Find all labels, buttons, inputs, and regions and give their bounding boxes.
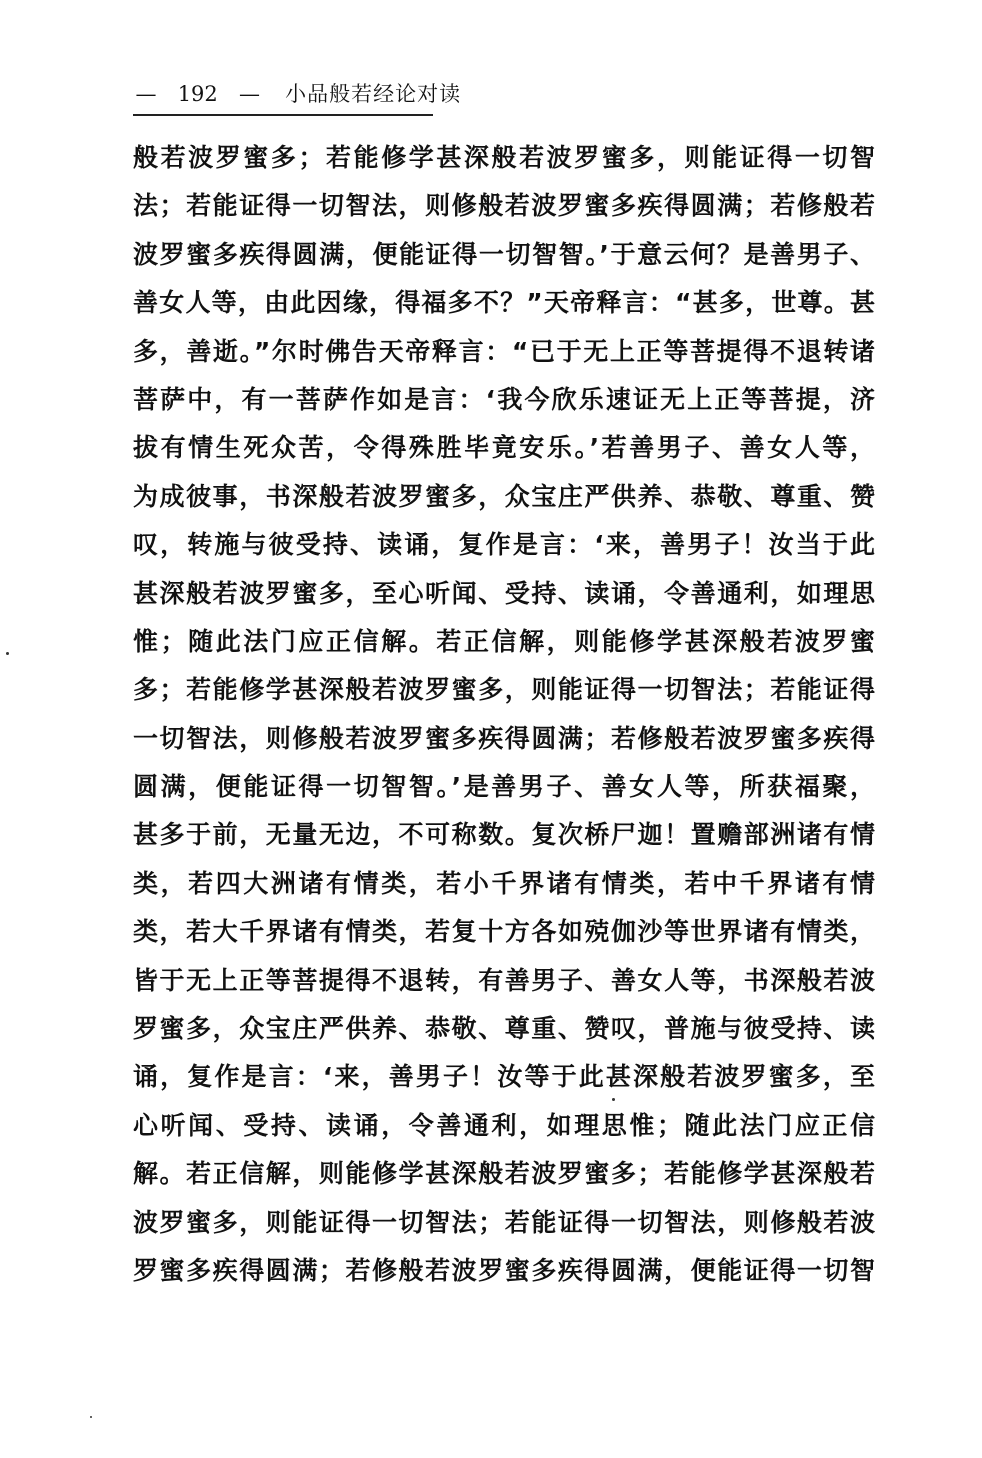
- header-dash-right: —: [238, 82, 260, 106]
- running-header: [133, 74, 893, 114]
- text-line: 惟；随此法门应正信解。若正信解，则能修学甚深般若波罗蜜: [133, 626, 875, 656]
- text-line: 圆满，便能证得一切智智。’是善男子、善女人等，所获福聚，: [133, 772, 875, 802]
- body-text: [133, 134, 875, 1295]
- text-line: 多，善逝。”尔时佛告天帝释言：“已于无上正等菩提得不退转诸: [133, 336, 875, 366]
- text-line: 波罗蜜多疾得圆满，便能证得一切智智。’于意云何？是善男子、: [133, 239, 875, 269]
- text-line: 罗蜜多疾得圆满；若修般若波罗蜜多疾得圆满，便能证得一切智: [133, 1255, 875, 1285]
- text-line: 诵，复作是言：‘来，善男子！汝等于此甚深般若波罗蜜多，至: [133, 1062, 875, 1092]
- text-line: 解。若正信解，则能修学甚深般若波罗蜜多；若能修学甚深般若: [133, 1159, 875, 1189]
- text-line: 为成彼事，书深般若波罗蜜多，众宝庄严供养、恭敬、尊重、赞: [133, 481, 875, 511]
- text-line: 类，若四大洲诸有情类，若小千界诸有情类，若中千界诸有情: [133, 868, 875, 898]
- scan-speck: [612, 1098, 615, 1101]
- text-line: 般若波罗蜜多；若能修学甚深般若波罗蜜多，则能证得一切智: [133, 143, 875, 172]
- text-line: 心听闻、受持、读诵，令善通利，如理思惟；随此法门应正信: [133, 1110, 875, 1140]
- text-line: 叹，转施与彼受持、读诵，复作是言：‘来，善男子！汝当于此: [133, 530, 875, 560]
- text-line: 拔有情生死众苦，令得殊胜毕竟安乐。’若善男子、善女人等，: [133, 433, 875, 463]
- text-line: 罗蜜多，众宝庄严供养、恭敬、尊重、赞叹，普施与彼受持、读: [133, 1014, 875, 1044]
- text-line: 多；若能修学甚深般若波罗蜜多，则能证得一切智法；若能证得: [133, 675, 875, 705]
- text-line: 法；若能证得一切智法，则修般若波罗蜜多疾得圆满；若修般若: [133, 191, 875, 221]
- scan-speck: [90, 1416, 92, 1418]
- text-line: 一切智法，则修般若波罗蜜多疾得圆满；若修般若波罗蜜多疾得: [133, 723, 875, 753]
- text-line: 甚深般若波罗蜜多，至心听闻、受持、读诵，令善通利，如理思: [133, 578, 875, 608]
- book-title: 小品般若经论对读: [285, 82, 462, 106]
- page-number: 192: [177, 82, 218, 106]
- scan-speck: [6, 652, 9, 655]
- text-line: 类，若大千界诸有情类，若复十方各如殑伽沙等世界诸有情类，: [133, 917, 875, 947]
- text-line: 甚多于前，无量无边，不可称数。复次桥尸迦！置赡部洲诸有情: [133, 820, 875, 850]
- text-line: 波罗蜜多，则能证得一切智法；若能证得一切智法，则修般若波: [133, 1207, 875, 1237]
- text-line: 皆于无上正等菩提得不退转，有善男子、善女人等，书深般若波: [133, 965, 875, 995]
- text-line: 菩萨中，有一菩萨作如是言：‘我今欣乐速证无上正等菩提，济: [133, 384, 875, 414]
- header-dash-left: —: [135, 82, 157, 106]
- text-line: 善女人等，由此因缘，得福多不？”天帝释言：“甚多，世尊。甚: [133, 288, 875, 318]
- header-rule: [133, 114, 433, 116]
